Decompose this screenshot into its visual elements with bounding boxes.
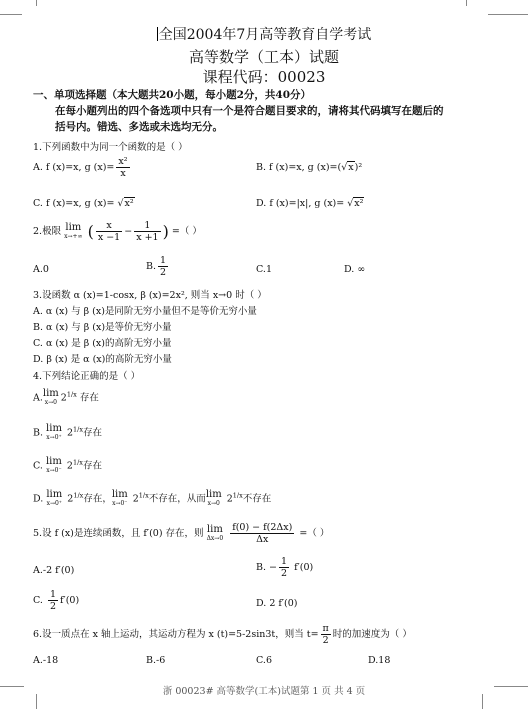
question-2-stem: 2.极限 lim x→+∞ ( $\frac{x}{x -1}$ − $\frac{1}{x +1}$ ) =（ ）	[33, 220, 202, 243]
section-instruction-1: 在每小题列出的四个备选项中只有一个是符合题目要求的，请将其代码填写在题后的	[55, 105, 444, 117]
fraction: $\frac{1}{2}$	[280, 556, 288, 579]
question-4-option-c: C. lim x→0⁻ $2^{1/x}$存在	[33, 456, 102, 474]
question-3-option-d: D. β (x) 是 α (x)的高阶无穷小量	[33, 354, 172, 365]
fraction: $\frac{1}{2}$	[160, 255, 167, 278]
fraction: $\frac{1}{2}$	[49, 589, 57, 612]
question-2-option-d: D. ∞	[344, 264, 366, 275]
question-1-option-b: B. f (x)=x, g (x)=(√x)²	[256, 162, 363, 173]
question-1-option-a: A. f (x)=x, g (x)= $\frac{\text{x²}}{x}$	[33, 156, 128, 179]
question-1-stem: 1.下列函数中为同一个函数的是（ ）	[33, 142, 188, 153]
question-2-option-b: B. $\frac{1}{2}$	[146, 255, 167, 278]
limit-operator: lim x→+∞	[64, 221, 83, 240]
question-6-option-c: C.6	[256, 655, 272, 666]
question-2-option-c: C.1	[256, 264, 272, 275]
page-footer: 浙 00023# 高等数学(工本)试题第 1 页 共 4 页	[162, 686, 366, 697]
crop-mark-tl-v	[36, 0, 37, 6]
section-instruction-2: 括号内。错选、多选或未选均无分。	[55, 121, 223, 133]
question-4-option-a: A. lim x→0 $2^{1/x}$ 存在	[33, 388, 99, 406]
limit-operator: lim x→0	[42, 388, 59, 406]
fraction: $\frac{\text{x²}}{x}$	[118, 156, 128, 179]
question-4-option-b: B. lim x→0⁺ $2^{1/x}$存在	[33, 423, 103, 441]
fraction: $\frac{x}{x -1}$	[97, 220, 121, 243]
limit-operator: lim x→0⁻	[111, 489, 128, 507]
limit-operator: lim x→0	[205, 489, 222, 507]
question-1-option-d: D. f (x)=|x|, g (x)= √x²	[256, 198, 364, 209]
limit-operator: lim Δx→0	[206, 523, 224, 542]
limit-operator: lim x→0⁺	[46, 423, 62, 441]
question-3-option-c: C. α (x) 是 β (x)的高阶无穷小量	[33, 338, 172, 349]
exam-title: 全国2004年7月高等教育自学考试	[158, 27, 372, 43]
question-5-option-a: A.-2 f′(0)	[33, 565, 75, 576]
question-6-option-b: B.-6	[146, 655, 166, 666]
question-6-option-a: A.-18	[33, 655, 59, 666]
limit-operator: lim x→0⁺	[46, 489, 63, 507]
crop-mark-tr-h	[488, 14, 528, 15]
fraction: $\frac{1}{x +1}$	[136, 220, 159, 243]
fraction: $\frac{\pi}{2}$	[322, 623, 329, 646]
limit-operator: lim x→0⁻	[45, 456, 62, 474]
question-2-option-a: A.0	[33, 264, 49, 275]
section-heading: 一、单项选择题（本大题共20小题，每小题2分，共40分）	[33, 89, 312, 101]
question-5-stem: 5.设 f (x)是连续函数，且 f′(0) 存在，则 lim Δx→0 $\frac{f(0) - f(2\Delta x)}{\Delta x}$ =（ ）	[33, 522, 330, 545]
question-3-stem: 3.设函数 α (x)=1-cosx, β (x)=2x², 则当 x→0 时（ ）	[33, 290, 267, 301]
question-4-option-d: D. lim x→0⁺ $2^{1/x}$存在， lim x→0⁻ $2^{1/x}$不存在，从而 lim x→0 $2^{1/x}$不存在	[33, 489, 272, 507]
question-3-option-b: B. α (x) 与 β (x)是等价无穷小量	[33, 322, 172, 333]
question-5-option-b: B. − $\frac{1}{2}$ f′(0)	[256, 556, 314, 579]
question-5-option-c: C. $\frac{1}{2}$ f′(0)	[33, 589, 80, 612]
exam-subject: 高等数学（工本）试题	[188, 48, 339, 66]
text-cursor	[157, 27, 158, 41]
question-6-stem: 6.设一质点在 x 轴上运动，其运动方程为 x (t)=5-2sin3t，则当 t= $\frac{\pi}{2}$ 时的加速度为（ ）	[33, 623, 412, 646]
question-4-stem: 4.下列结论正确的是（ ）	[33, 371, 141, 382]
question-5-option-d: D. 2 f′(0)	[256, 598, 298, 609]
fraction: $\frac{f(0) - f(2\Delta x)}{\Delta x}$	[232, 522, 293, 545]
question-1-option-c: C. f (x)=x, g (x)= √x²	[33, 198, 134, 209]
course-code: 课程代码：00023	[202, 68, 326, 86]
crop-mark-tl-h	[0, 14, 22, 15]
question-6-option-d: D.18	[368, 655, 391, 666]
crop-mark-tr-v	[466, 0, 467, 6]
question-3-option-a: A. α (x) 与 β (x)是同阶无穷小量但不是等价无穷小量	[33, 306, 257, 317]
